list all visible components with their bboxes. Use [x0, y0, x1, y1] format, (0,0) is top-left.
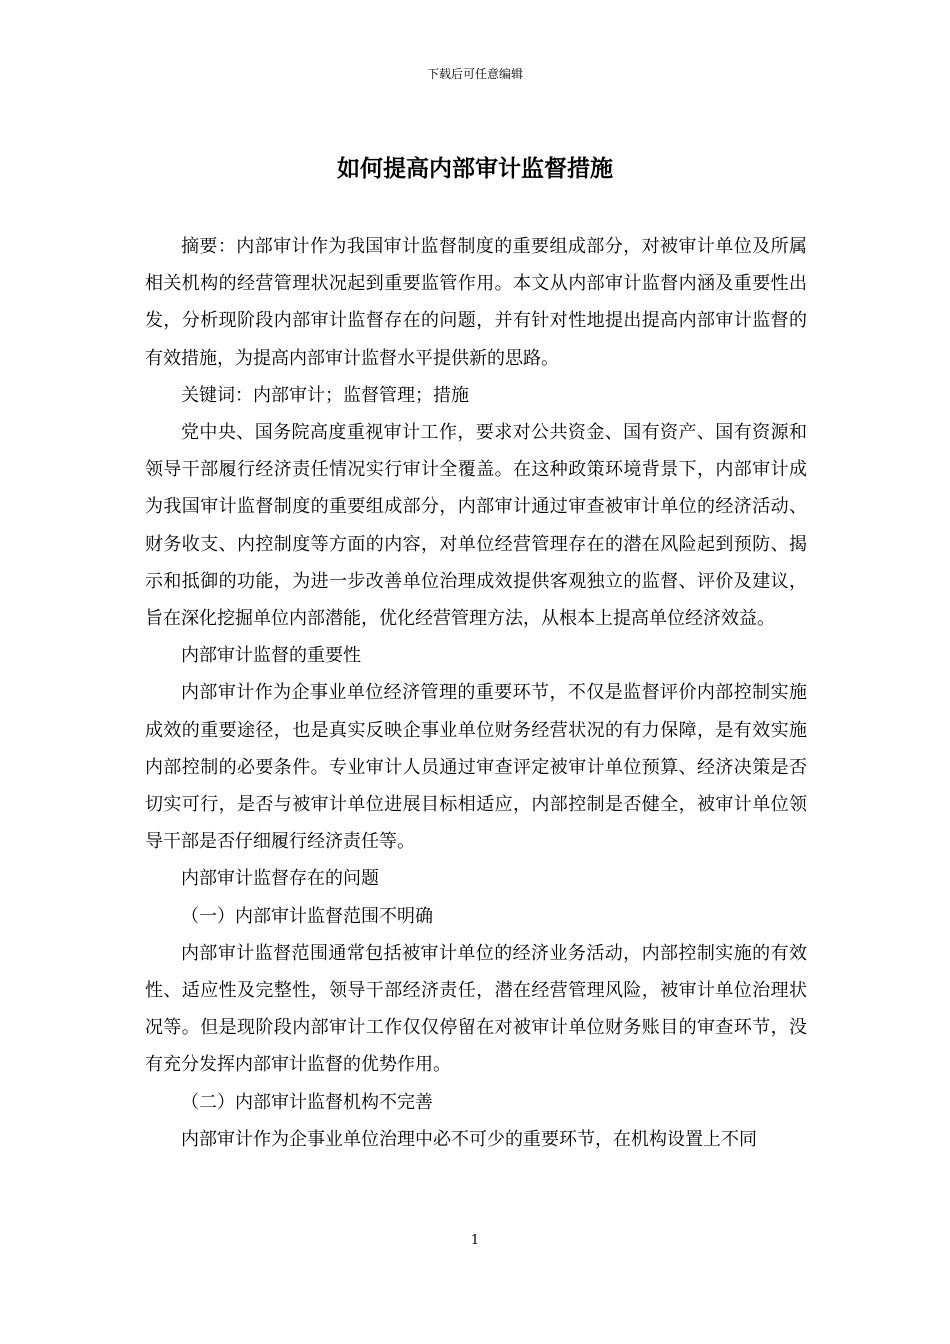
keywords-paragraph: 关键词：内部审计；监督管理；措施	[181, 384, 469, 406]
section-heading-problems: 内部审计监督存在的问题	[181, 868, 379, 890]
section-heading-importance: 内部审计监督的重要性	[181, 645, 361, 667]
document-body	[145, 228, 807, 1158]
subheading-organization: （二）内部审计监督机构不完善	[181, 1091, 433, 1113]
intro-paragraph: 党中央、国务院高度重视审计工作，要求对公共资金、国有资产、国有资源和领导干部履行经济责任情况实行审计全覆盖。在这种政策环境背景下，内部审计成为我国审计监督制度的重要组成部分，内部审计通过审查被审计单位的经济活动、财务收支、内控制度等方面的内容，对单位经营管理存在的潜在风险起到预防、揭示和抵御的功能，为进一步改善单位治理成效提供客观独立的监督、评价及建议，旨在深化挖掘单位内部潜能，优化经营管理方法，从根本上提高单位经济效益。	[145, 422, 807, 630]
abstract-paragraph: 摘要：内部审计作为我国审计监督制度的重要组成部分，对被审计单位及所属相关机构的经营管理状况起到重要监管作用。本文从内部审计监督内涵及重要性出发，分析现阶段内部审计监督存在的问题，并有针对性地提出提高内部审计监督的有效措施，为提高内部审计监督水平提供新的思路。	[145, 236, 807, 369]
document-title: 如何提高内部审计监督措施	[337, 155, 613, 182]
scope-paragraph: 内部审计监督范围通常包括被审计单位的经济业务活动，内部控制实施的有效性、适应性及完整性，领导干部经济责任，潜在经营管理风险，被审计单位治理状况等。但是现阶段内部审计工作仅仅停留在对被审计单位财务账目的审查环节，没有充分发挥内部审计监督的优势作用。	[145, 942, 807, 1076]
importance-paragraph: 内部审计作为企事业单位经济管理的重要环节，不仅是监督评价内部控制实施成效的重要途径，也是真实反映企事业单位财务经营状况的有力保障，是有效实施内部控制的必要条件。专业审计人员通过审查评定被审计单位预算、经济决策是否切实可行，是否与被审计单位进展目标相适应，内部控制是否健全，被审计单位领导干部是否仔细履行经济责任等。	[145, 682, 807, 853]
organization-paragraph: 内部审计作为企事业单位治理中必不可少的重要环节，在机构设置上不同	[181, 1128, 757, 1150]
subheading-scope: （一）内部审计监督范围不明确	[181, 905, 433, 927]
header-note: 下载后可任意编辑	[426, 67, 523, 81]
page-number: 1	[470, 1233, 480, 1248]
